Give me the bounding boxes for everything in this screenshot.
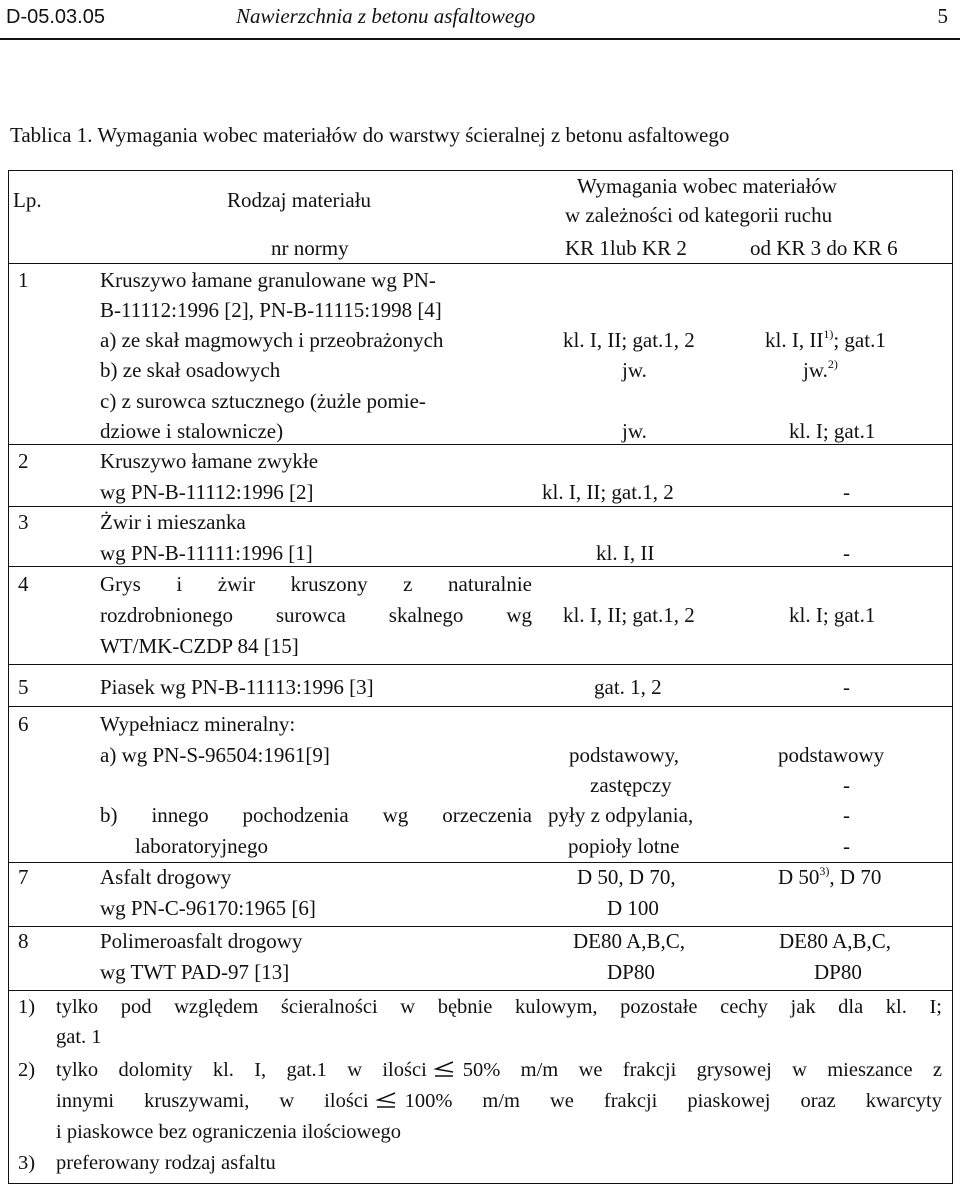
row-lp: 1 <box>18 268 29 292</box>
table-caption: Tablica 1. Wymagania wobec materiałów do warstwy ścieralnej z betonu asfaltowego <box>10 123 730 147</box>
row-kr36-value: - <box>843 803 850 827</box>
row-kr36-value: kl. I, II$^{1)}$; gat.1 <box>765 327 886 352</box>
row-kr36-value: DE80 A,B,C, <box>779 929 892 953</box>
row-material-line: Kruszywo łamane granulowane wg PN- <box>100 268 436 292</box>
row-material-line: WT/MK-CZDP 84 [15] <box>100 634 299 658</box>
row-kr36-value: - <box>843 480 850 504</box>
head-lp: Lp. <box>13 188 42 212</box>
less-or-equal-icon <box>433 1060 455 1078</box>
footnote-number: 3) <box>18 1152 36 1174</box>
row-material-line: rozdrobnionego surowca skalnego wg <box>100 603 532 627</box>
row-lp: 6 <box>18 712 29 736</box>
row-kr12-value: popioły lotne <box>568 834 680 858</box>
row-material-line: laboratoryjnego <box>135 834 268 858</box>
page-header <box>0 0 960 44</box>
row-material-line: Wypełniacz mineralny: <box>100 712 296 736</box>
row-lp: 5 <box>18 675 29 699</box>
row-material-line: Kruszywo łamane zwykłe <box>100 449 319 473</box>
header-rule <box>0 38 960 40</box>
row-kr12-value: gat. 1, 2 <box>594 675 662 699</box>
row-material-line: Piasek wg PN-B-11113:1996 [3] <box>100 675 374 699</box>
head-col-kr12: KR 1lub KR 2 <box>565 236 687 260</box>
footnote-text: tylko pod względem ścieralności w bębnie kulowym, pozostałe cechy jak dla kl. I; <box>56 996 942 1018</box>
row-lp: 7 <box>18 865 29 889</box>
row-material-line: wg PN-C-96170:1965 [6] <box>100 896 316 920</box>
row-material-line: b) ze skał osadowych <box>100 358 281 382</box>
row-kr36-value: - <box>843 675 850 699</box>
row-material-line: a) ze skał magmowych i przeobrażonych <box>100 328 444 352</box>
row-kr36-value: - <box>843 773 850 797</box>
row-kr12-value: podstawowy, <box>569 743 680 767</box>
row-lp: 2 <box>18 449 29 473</box>
row-kr12-value: kl. I, II; gat.1, 2 <box>542 480 674 504</box>
row-material-line: b) innego pochodzenia wg orzeczenia <box>100 803 532 827</box>
row-kr12-value: DP80 <box>607 960 655 984</box>
spec-code: D-05.03.05 <box>6 6 105 28</box>
row-kr12-value: zastępczy <box>590 773 672 797</box>
row-kr36-value: jw.$^{2)}$ <box>803 357 838 382</box>
row-kr12-value: D 50, D 70, <box>577 865 676 889</box>
row-kr12-value: DE80 A,B,C, <box>573 929 686 953</box>
footnote-ref: 1) <box>823 327 834 341</box>
head-material: Rodzaj materiału <box>227 188 372 212</box>
row-material-line: Grys i żwir kruszony z naturalnie <box>100 572 532 596</box>
less-or-equal-icon <box>375 1091 397 1109</box>
row-material-line: wg TWT PAD-97 [13] <box>100 960 290 984</box>
row-kr36-value: D 50$^{3)}$, D 70 <box>778 864 882 889</box>
footnote-text: tylko dolomity kl. I, gat.1 w ilości 50% m/m we frakcji grysowej w mieszance z <box>56 1059 942 1081</box>
row-kr12-value: kl. I, II; gat.1, 2 <box>563 328 695 352</box>
row-material-line: wg PN-B-11111:1996 [1] <box>100 541 313 565</box>
row-kr36-value: - <box>843 834 850 858</box>
footnote-ref: 3) <box>819 864 830 878</box>
row-material-line: dziowe i stalownicze) <box>100 419 284 443</box>
row-material-line: Polimeroasfalt drogowy <box>100 929 303 953</box>
footnote-ref: 2) <box>827 357 838 371</box>
row-kr12-value: kl. I, II <box>596 541 655 565</box>
row-kr36-value: kl. I; gat.1 <box>789 603 876 627</box>
row-material-line: Żwir i mieszanka <box>100 510 246 534</box>
row-kr12-value: kl. I, II; gat.1, 2 <box>563 603 695 627</box>
row-lp: 8 <box>18 929 29 953</box>
page-number: 5 <box>937 4 948 28</box>
footnote-number: 2) <box>18 1059 36 1081</box>
footnote-text: gat. 1 <box>56 1026 102 1048</box>
head-requirements-line1: Wymagania wobec materiałów <box>577 174 837 198</box>
footnote-text: innymi kruszywami, w ilości 100% m/m we frakcji piaskowej oraz kwarcyty <box>56 1090 942 1112</box>
row-kr36-value: podstawowy <box>778 743 885 767</box>
footnote-text: i piaskowce bez ograniczenia ilościowego <box>56 1121 401 1143</box>
row-kr12-value: D 100 <box>607 896 659 920</box>
row-kr12-value: pyły z odpylania, <box>548 803 694 827</box>
row-kr36-value: kl. I; gat.1 <box>789 419 876 443</box>
row-material-line: a) wg PN-S-96504:1961[9] <box>100 743 330 767</box>
row-material-line: Asfalt drogowy <box>100 865 232 889</box>
row-lp: 4 <box>18 572 29 596</box>
row-kr12-value: jw. <box>622 419 647 443</box>
row-lp: 3 <box>18 510 29 534</box>
row-material-line: wg PN-B-11112:1996 [2] <box>100 480 314 504</box>
footnote-number: 1) <box>18 996 36 1018</box>
head-norm: nr normy <box>271 236 349 260</box>
row-kr36-value: - <box>843 541 850 565</box>
head-requirements-line2: w zależności od kategorii ruchu <box>565 203 833 227</box>
head-col-kr36: od KR 3 do KR 6 <box>750 236 898 260</box>
row-material-line: B-11112:1996 [2], PN-B-11115:1998 [4] <box>100 298 442 322</box>
row-kr36-value: DP80 <box>814 960 862 984</box>
footnote-text: preferowany rodzaj asfaltu <box>56 1152 276 1174</box>
row-material-line: c) z surowca sztucznego (żużle pomie- <box>100 389 426 413</box>
row-kr12-value: jw. <box>622 358 647 382</box>
spec-title: Nawierzchnia z betonu asfaltowego <box>236 4 536 28</box>
